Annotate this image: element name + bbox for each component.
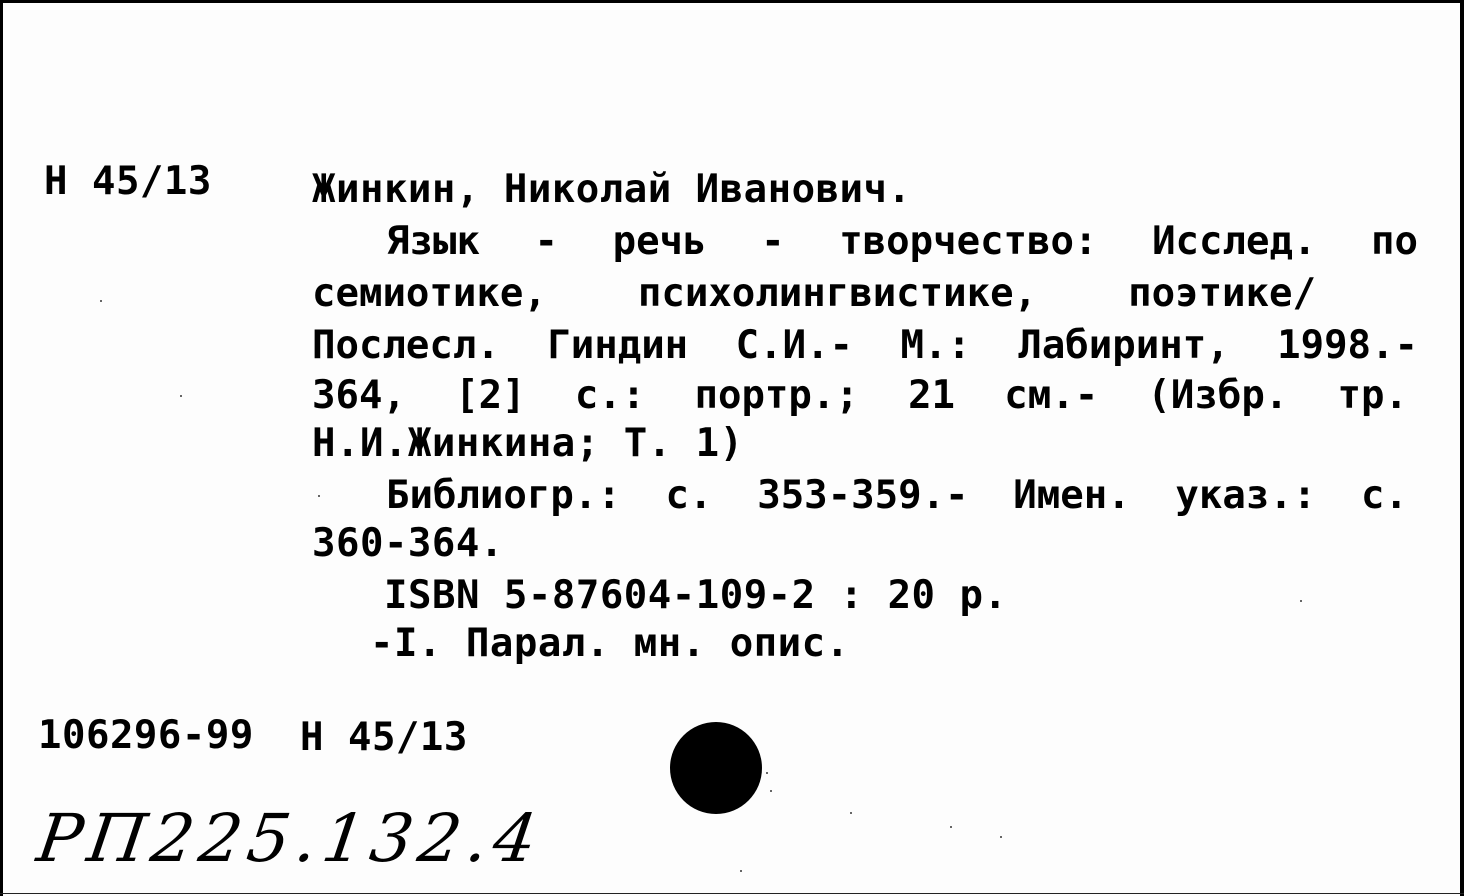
title-word: по [1371,219,1418,264]
title-word: [2] [455,373,526,418]
call-number-bottom: Н 45/13 [300,715,468,760]
biblio-word: указ.: [1175,473,1317,518]
title-word: Язык [386,219,480,264]
biblio-note-line-1 [386,473,1408,518]
title-word: (Избр. [1147,373,1289,418]
title-word: 364, [312,373,406,418]
card-right-edge [1460,0,1464,896]
scan-speck [318,495,320,497]
scan-speck [1000,836,1002,838]
title-word: тр. [1337,373,1408,418]
scan-speck [850,812,852,814]
title-line-2 [312,271,1316,316]
card-hole-dot [670,722,762,814]
title-word: 21 [908,373,956,418]
title-word: Лабиринт, [1018,323,1230,368]
biblio-word: с. [1361,473,1408,518]
card-left-edge [0,0,3,896]
title-word: см.- [1004,373,1099,418]
title-word: Исслед. [1152,219,1317,264]
call-number: Н 45/13 [44,159,212,204]
card-top-edge [0,0,1464,3]
title-line-3 [312,323,1418,368]
scan-speck [1300,600,1302,602]
title-word: психолингвистике, [637,271,1038,316]
title-word: С.И.- [735,323,854,368]
title-word: Послесл. [312,323,500,368]
card-bottom-edge [0,893,1464,894]
title-word: Гиндин [547,323,689,368]
title-word: - [761,219,785,264]
title-word: 1998.- [1277,323,1418,368]
scan-speck [180,395,182,397]
biblio-word: Библиогр.: [386,473,621,518]
title-line-4 [312,373,1408,418]
scan-speck [770,790,772,792]
title-word: портр.; [694,373,859,418]
title-word: семиотике, [312,271,547,316]
title-line-1 [386,219,1418,264]
scan-speck [740,870,742,872]
biblio-word: 353-359.- [757,473,969,518]
title-line-5: Н.И.Жинкина; Т. 1) [312,421,744,466]
title-word: поэтике/ [1128,271,1316,316]
biblio-word: Имен. [1013,473,1131,518]
author-heading: Жинкин, Николай Иванович. [312,167,912,212]
biblio-note-line-2: 360-364. [312,521,504,566]
handwritten-shelf-mark: РП225.132.4 [32,800,548,877]
tracing-line: -I. Парал. мн. опис. [370,621,850,666]
scan-speck [950,826,952,828]
scan-speck [766,772,768,774]
title-word: - [534,219,558,264]
title-word: М.: [900,323,971,368]
scan-speck [100,300,102,302]
title-word: речь [612,219,707,264]
biblio-word: с. [665,473,713,518]
title-word: с.: [574,373,646,418]
title-word: творчество: [839,219,1098,264]
isbn-line: ISBN 5-87604-109-2 : 20 р. [384,573,1008,618]
inventory-number: 106296-99 [38,713,254,758]
